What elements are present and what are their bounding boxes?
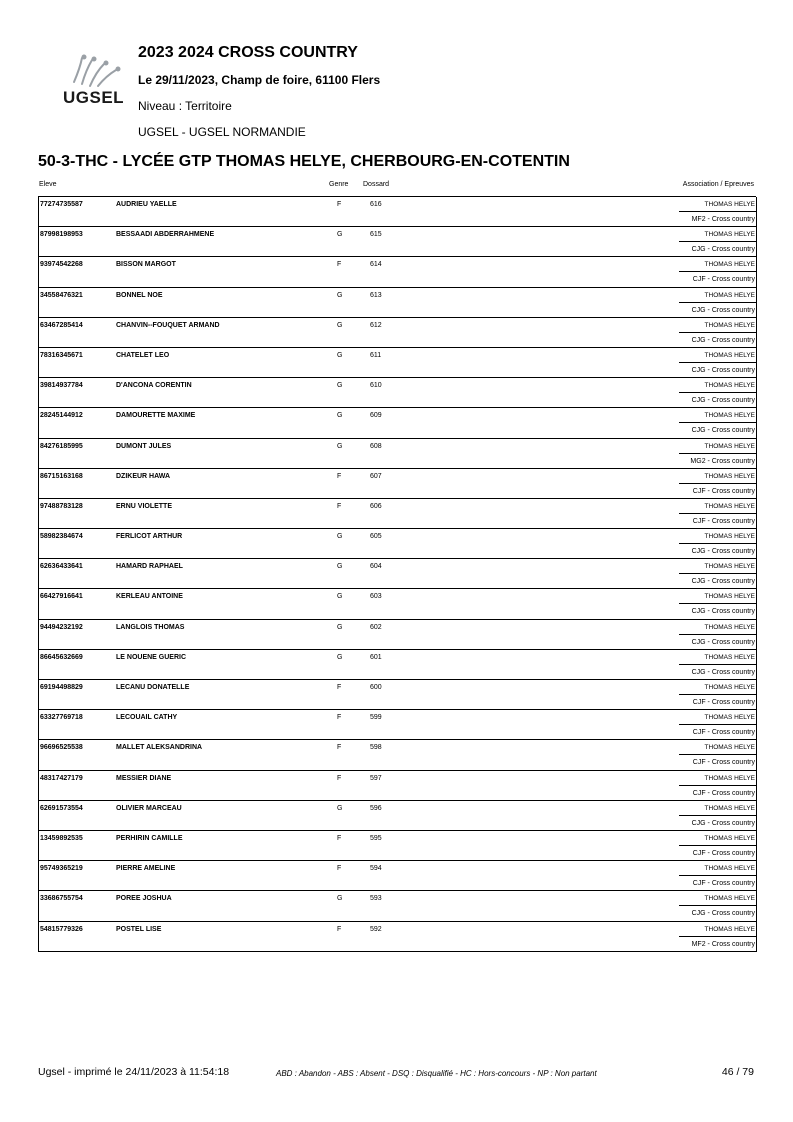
students-table [38,197,757,952]
row-divider [679,573,756,574]
student-event: CJG - Cross country [691,548,755,556]
student-name: LECOUAIL CATHY [116,714,178,722]
row-divider [679,724,756,725]
table-row [39,860,756,890]
student-name: POREE JOSHUA [116,895,172,903]
student-id: 58982384674 [40,533,83,541]
student-id: 34558476321 [40,291,83,299]
student-event: CJG - Cross country [691,246,755,254]
row-divider [679,815,756,816]
student-event: CJG - Cross country [691,638,755,646]
student-event: CJG - Cross country [691,819,755,827]
student-association: THOMAS HELYE [704,804,755,812]
student-name: FERLICOT ARTHUR [116,533,183,541]
student-association: THOMAS HELYE [704,442,755,450]
row-divider [679,603,756,604]
student-genre: F [337,774,342,782]
student-genre: G [337,563,343,571]
event-level: Niveau : Territoire [138,99,232,113]
student-id: 94494232192 [40,623,83,631]
row-divider [679,453,756,454]
student-genre: G [337,533,343,541]
row-divider [679,754,756,755]
table-row [39,619,756,649]
student-association: THOMAS HELYE [704,774,755,782]
student-id: 78316345671 [40,351,83,359]
student-association: THOMAS HELYE [704,744,755,752]
table-row [39,377,756,407]
student-id: 86645632669 [40,653,83,661]
table-row [39,407,756,437]
student-name: DUMONT JULES [116,442,172,450]
student-name: OLIVIER MARCEAU [116,804,182,812]
row-divider [679,422,756,423]
row-divider [679,241,756,242]
student-id: 84276185995 [40,442,83,450]
school-title: 50-3-THC - LYCÉE GTP THOMAS HELYE, CHERBOURG-EN-COTENTIN [38,153,570,170]
student-dossard: 598 [370,744,382,752]
student-association: THOMAS HELYE [704,653,755,661]
student-dossard: 609 [370,412,382,420]
row-divider [679,634,756,635]
student-event: CJF - Cross country [692,759,755,767]
student-dossard: 613 [370,291,382,299]
student-name: D'ANCONA CORENTIN [116,382,192,390]
table-row [39,739,756,769]
student-event: CJG - Cross country [691,427,755,435]
student-association: THOMAS HELYE [704,502,755,510]
student-dossard: 614 [370,261,382,269]
student-association: THOMAS HELYE [704,895,755,903]
student-genre: F [337,472,342,480]
student-name: CHATELET LEO [116,351,170,359]
student-name: DAMOURETTE MAXIME [116,412,196,420]
student-genre: G [337,623,343,631]
student-event: CJF - Cross country [692,849,755,857]
student-id: 63467285414 [40,321,83,329]
student-dossard: 594 [370,865,382,873]
student-association: THOMAS HELYE [704,201,755,208]
student-id: 69194498829 [40,684,83,691]
student-event: MF2 - Cross country [691,216,755,223]
student-event: CJG - Cross country [691,306,755,314]
student-genre: G [337,321,343,329]
table-row [39,588,756,618]
student-dossard: 611 [370,351,382,359]
table-row [39,921,756,951]
table-row [39,347,756,377]
student-event: CJF - Cross country [692,789,755,797]
student-genre: G [337,653,343,661]
table-row [39,558,756,588]
row-divider [679,664,756,665]
row-divider [679,936,756,937]
table-row [39,890,756,920]
row-divider [679,483,756,484]
row-divider [679,302,756,303]
student-name: KERLEAU ANTOINE [116,593,183,601]
row-divider [679,332,756,333]
student-genre: G [337,351,343,359]
student-genre: G [337,291,343,299]
student-dossard: 597 [370,774,382,782]
student-genre: G [337,442,343,450]
column-header-genre: Genre [329,181,349,188]
student-id: 87998198953 [40,231,83,239]
student-name: BISSON MARGOT [116,261,176,269]
student-name: LANGLOIS THOMAS [116,623,185,631]
student-event: CJF - Cross country [692,880,755,888]
column-header-association: Association / Epreuves [682,181,754,188]
student-event: CJG - Cross country [691,910,755,918]
table-row [39,226,756,256]
student-dossard: 603 [370,593,382,601]
student-genre: F [337,714,342,722]
student-genre: G [337,412,343,420]
student-genre: G [337,593,343,601]
table-row [39,649,756,679]
student-genre: F [337,684,342,691]
student-dossard: 615 [370,231,382,239]
student-id: 86715163168 [40,472,83,480]
student-genre: F [337,925,342,933]
student-association: THOMAS HELYE [704,684,755,691]
student-name: HAMARD RAPHAEL [116,563,183,571]
student-id: 63327769718 [40,714,83,722]
student-genre: G [337,231,343,239]
student-id: 28245144912 [40,412,83,420]
student-dossard: 601 [370,653,382,661]
student-name: PERHIRIN CAMILLE [116,834,183,842]
student-association: THOMAS HELYE [704,865,755,873]
table-row [39,197,756,226]
row-divider [679,513,756,514]
student-id: 39814937784 [40,382,83,390]
student-association: THOMAS HELYE [704,382,755,390]
student-association: THOMAS HELYE [704,472,755,480]
table-row [39,468,756,498]
student-name: CHANVIN--FOUQUET ARMAND [116,321,220,329]
table-row [39,256,756,286]
student-dossard: 610 [370,382,382,390]
table-row [39,679,756,709]
student-dossard: 607 [370,472,382,480]
student-genre: G [337,382,343,390]
student-id: 33686755754 [40,895,83,903]
student-name: MALLET ALEKSANDRINA [116,744,203,752]
page-number: 46 / 79 [721,1066,754,1078]
student-id: 95749365219 [40,865,83,873]
student-association: THOMAS HELYE [704,231,755,239]
student-association: THOMAS HELYE [704,412,755,420]
student-dossard: 595 [370,834,382,842]
student-genre: F [337,834,342,842]
student-dossard: 605 [370,533,382,541]
row-divider [679,271,756,272]
student-id: 97488783128 [40,502,83,510]
student-association: THOMAS HELYE [704,834,755,842]
student-event: CJG - Cross country [691,397,755,405]
student-name: BESSAADI ABDERRAHMENE [116,231,215,239]
print-timestamp: Ugsel - imprimé le 24/11/2023 à 11:54:18 [38,1066,230,1078]
event-date-place: Le 29/11/2023, Champ de foire, 61100 Flers [138,73,381,87]
row-divider [679,362,756,363]
student-dossard: 604 [370,563,382,571]
student-id: 48317427179 [40,774,83,782]
student-event: CJF - Cross country [692,699,755,706]
student-event: CJG - Cross country [691,668,755,676]
student-dossard: 599 [370,714,382,722]
student-genre: G [337,895,343,903]
student-dossard: 616 [370,201,382,208]
student-name: DZIKEUR HAWA [116,472,171,480]
student-event: CJF - Cross country [692,276,755,284]
student-id: 54815779326 [40,925,83,933]
student-id: 77274735587 [40,201,83,208]
row-divider [679,694,756,695]
column-header-dossard: Dossard [363,181,390,188]
student-id: 66427916641 [40,593,83,601]
student-name: LECANU DONATELLE [116,684,190,691]
row-divider [679,392,756,393]
student-genre: F [337,744,342,752]
student-association: THOMAS HELYE [704,533,755,541]
event-organization: UGSEL - UGSEL NORMANDIE [138,125,306,139]
student-dossard: 606 [370,502,382,510]
student-dossard: 593 [370,895,382,903]
table-row [39,770,756,800]
student-event: CJF - Cross country [692,487,755,495]
student-event: CJG - Cross country [691,608,755,616]
table-row [39,830,756,860]
student-association: THOMAS HELYE [704,714,755,722]
student-id: 93974542268 [40,261,83,269]
student-association: THOMAS HELYE [704,261,755,269]
event-title: 2023 2024 CROSS COUNTRY [138,44,358,61]
student-association: THOMAS HELYE [704,563,755,571]
student-dossard: 602 [370,623,382,631]
row-divider [679,785,756,786]
student-association: THOMAS HELYE [704,321,755,329]
student-event: CJG - Cross country [691,578,755,586]
table-row [39,287,756,317]
table-row [39,438,756,468]
student-dossard: 596 [370,804,382,812]
student-id: 13459892535 [40,834,83,842]
student-event: CJG - Cross country [691,366,755,374]
student-event: MG2 - Cross country [690,457,755,465]
student-id: 62636433641 [40,563,83,571]
student-name: LE NOUENE GUERIC [116,653,187,661]
student-name: BONNEL NOE [116,291,163,299]
student-genre: G [337,804,343,812]
table-row [39,317,756,347]
student-genre: F [337,502,342,510]
student-name: AUDRIEU YAELLE [116,201,177,208]
student-id: 62691573554 [40,804,83,812]
student-event: CJG - Cross country [691,336,755,344]
row-divider [679,543,756,544]
student-dossard: 600 [370,684,382,691]
student-genre: F [337,201,342,208]
student-event: MF2 - Cross country [691,940,755,948]
student-event: CJF - Cross country [692,729,755,737]
student-genre: F [337,865,342,873]
table-row [39,528,756,558]
row-divider [679,845,756,846]
student-name: MESSIER DIANE [116,774,172,782]
status-legend: ABD : Abandon - ABS : Absent - DSQ : Disqualifié - HC : Hors-concours - NP : Non partant [276,1069,597,1078]
column-header-eleve: Eleve [39,181,57,188]
student-name: ERNU VIOLETTE [116,502,173,510]
student-association: THOMAS HELYE [704,351,755,359]
table-row [39,498,756,528]
student-dossard: 612 [370,321,382,329]
table-row [39,800,756,830]
student-association: THOMAS HELYE [704,291,755,299]
row-divider [679,211,756,212]
student-name: PIERRE AMELINE [116,865,176,873]
table-header [38,176,756,197]
row-divider [679,905,756,906]
logo-wordmark: UGSEL [63,88,125,107]
student-dossard: 608 [370,442,382,450]
student-name: POSTEL LISE [116,925,162,933]
student-association: THOMAS HELYE [704,593,755,601]
row-divider [679,875,756,876]
student-association: THOMAS HELYE [704,623,755,631]
student-event: CJF - Cross country [692,517,755,525]
student-dossard: 592 [370,925,382,933]
student-genre: F [337,261,342,269]
student-id: 96696525538 [40,744,83,752]
table-row [39,709,756,739]
student-association: THOMAS HELYE [704,925,755,933]
